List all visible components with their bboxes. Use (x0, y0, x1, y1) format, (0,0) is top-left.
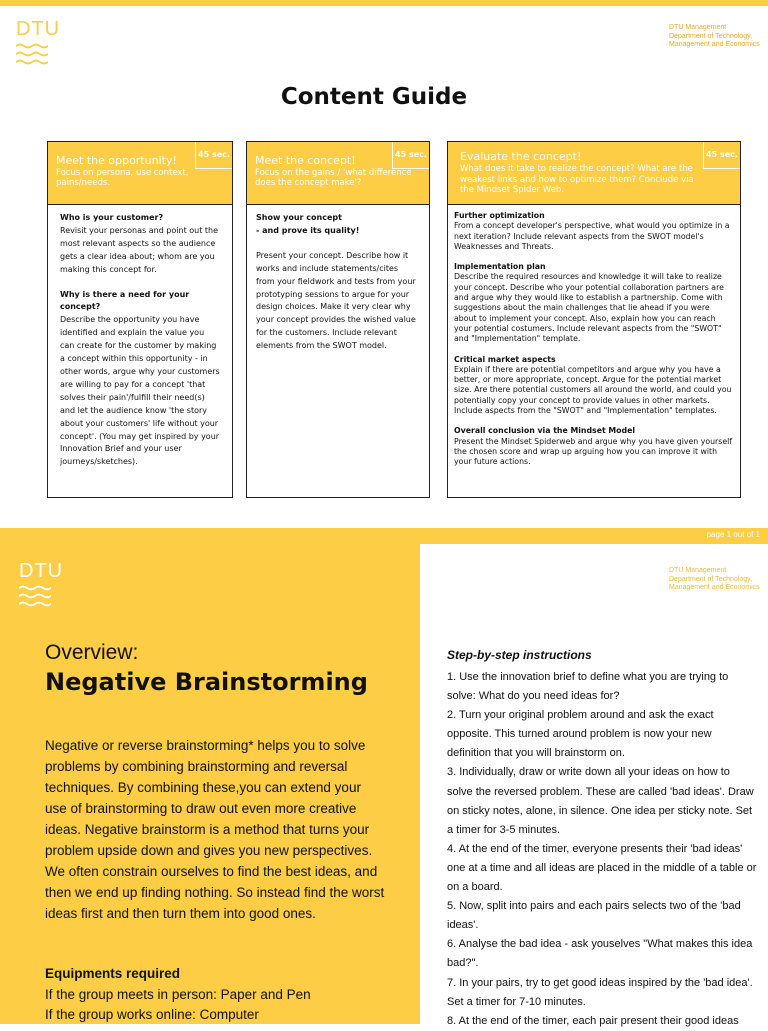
step-item: 4. At the end of the timer, everyone presents their 'bad ideas' one at a time and all ideas are placed in the middle of a table or on a board. (447, 842, 757, 894)
page-number: page 1 out of 1 (706, 530, 760, 539)
dtu-logo (16, 18, 61, 66)
card-opportunity (47, 141, 233, 498)
logo-text: DTU (16, 18, 61, 40)
steps-heading: Step-by-step instructions (447, 648, 592, 662)
step-item: 1. Use the innovation brief to define what you are trying to solve: What do you need ideas for? (447, 671, 729, 703)
department-label: DTU Management Department of Technology, Management and Economics (669, 24, 760, 49)
time-badge: 45 sec. (392, 142, 429, 169)
page-title: Content Guide (280, 84, 468, 110)
department-label: DTU Management Department of Technology, Management and Economics (669, 567, 760, 592)
card-header (48, 142, 232, 205)
step-item: 3. Individually, draw or write down all your ideas on how to solve the reversed problem. These are called 'bad ideas'. Draw on sticky notes, alone, in silence. One idea per sticky note. Set a timer for 3-5 minutes. (447, 766, 754, 836)
section-heading: Overall conclusion via the Mindset Model (454, 426, 636, 436)
card-body (448, 205, 740, 468)
overview-label: Overview: (45, 641, 139, 664)
time-badge: 45 sec. (195, 142, 232, 169)
step-item: 7. In your pairs, try to get good ideas inspired by the 'bad idea'. Set a timer for 7-10 minutes. (447, 976, 753, 1008)
top-accent-bar (0, 0, 768, 6)
section-text: Present your concept. Describe how it works and include statements/cites from your fieldwork and tests from your prototyping sessions to argue for your design choices. Make it very clear why your concept provides the wished value for the customers. Include relevant elements from the SWOT model. (256, 250, 416, 351)
equipment-item: If the group meets in person: Paper and Pen (45, 987, 311, 1002)
card-subtitle: Focus on the gains / 'what difference does the concept make'? (255, 168, 412, 188)
section-text: From a concept developer's perspective, what would you optimize in a next iteration? Include relevant aspects from the SWOT model's Weaknesses and Threats. (454, 221, 730, 251)
time-badge: 45 sec. (703, 142, 740, 169)
step-item: 5. Now, split into pairs and each pairs selects two of the 'bad ideas'. (447, 900, 741, 932)
step-item: 8. At the end of the timer, each pair present their good ideas (447, 1014, 739, 1027)
card-concept (246, 141, 430, 498)
intro-text: Negative or reverse brainstorming* helps you to solve problems by combining brainstorming and reversal techniques. By combining these,you can extend your use of brainstorming to draw out even more creative ideas. Negative brainstorm is a method that turns your problem upside down and gives you new perspectives. We often constrain ourselves to find the best ideas, and then we end up finding nothing. So instead find the worst ideas first and then turn them into good ones. (45, 738, 385, 921)
card-evaluate (447, 141, 741, 498)
logo-wave-icon (16, 42, 48, 66)
section-text: Present the Mindset Spiderweb and argue why you have given yourself the chosen score and wrap up arguing how you can improve it with your future actions. (454, 436, 733, 467)
section-heading: Implementation plan (454, 262, 546, 272)
card-title: Meet the concept! (255, 154, 356, 167)
section-heading: Show your concept (256, 213, 342, 222)
logo-text: DTU (19, 560, 64, 582)
card-body (48, 205, 232, 469)
steps-list (447, 668, 757, 1031)
section-heading: Who is your customer? (60, 213, 164, 222)
card-header (247, 142, 429, 205)
step-item: 6. Analyse the bad idea - ask youselves "What makes this idea bad?". (447, 938, 753, 970)
logo-wave-icon (19, 584, 51, 608)
step-item: 2. Turn your original problem around and ask the exact opposite. This turned around problem is now your new definition that you will brainstorm on. (447, 709, 714, 760)
card-subtitle: Focus on persona, use context, pains/needs. (56, 168, 189, 188)
card-subtitle: What does it take to realize the concept? What are the weakest links and how to optimize them? Conclude via the Mindset Spider Web. (460, 164, 694, 195)
section-text: Explain if there are potential competitors and argue why you have a better, or more appropriate, concept. Argue for the potential market size. Are there potential customers all around the world, and could you potentially copy your concept to provide values in other markets. Include aspects from the "SWOT" and "Implementation" templates. (454, 364, 732, 416)
card-title: Evaluate the concept! (460, 150, 582, 163)
section-heading: Further optimization (454, 211, 545, 220)
method-title: Negative Brainstorming (45, 668, 368, 696)
section-text: Describe the opportunity you have identified and explain the value you can create for the customer by making a concept within this opportunity - in other words, argue why your customers are willing to pay for a concept 'that solves their pain'/fulfill their need(s) and let the audience know 'the story about your customers' life without your concept'. (You may get inspired by your Innovation Brief and your user journeys/sketches). (60, 315, 220, 467)
card-header (448, 142, 740, 205)
section-heading: Critical market aspects (454, 354, 556, 364)
section-text: Revisit your personas and point out the most relevant aspects so the audience gets a clear idea about; whom are you making this concept for. (60, 225, 219, 274)
card-title: Meet the opportunity! (56, 154, 177, 167)
section-heading: Why is there a need for your concept? (60, 289, 190, 312)
section-subheading: - and prove its quality! (256, 225, 360, 235)
dtu-logo (19, 560, 64, 608)
equipment-item: If the group works online: Computer (45, 1007, 259, 1022)
equipment-heading: Equipments required (45, 966, 181, 981)
section-text: Describe the required resources and knowledge it will take to realize your concept. Describe who your potential collaboration partners are and argue why they would like to establish a partnership. Come with suggestions about the main challenges that lie ahead if you were about to implement your concept. Also, explain how you can reach your potential costumers. Include relevant aspects from the "SWOT" and "Implementation" template. (454, 272, 724, 344)
card-body (247, 205, 429, 353)
